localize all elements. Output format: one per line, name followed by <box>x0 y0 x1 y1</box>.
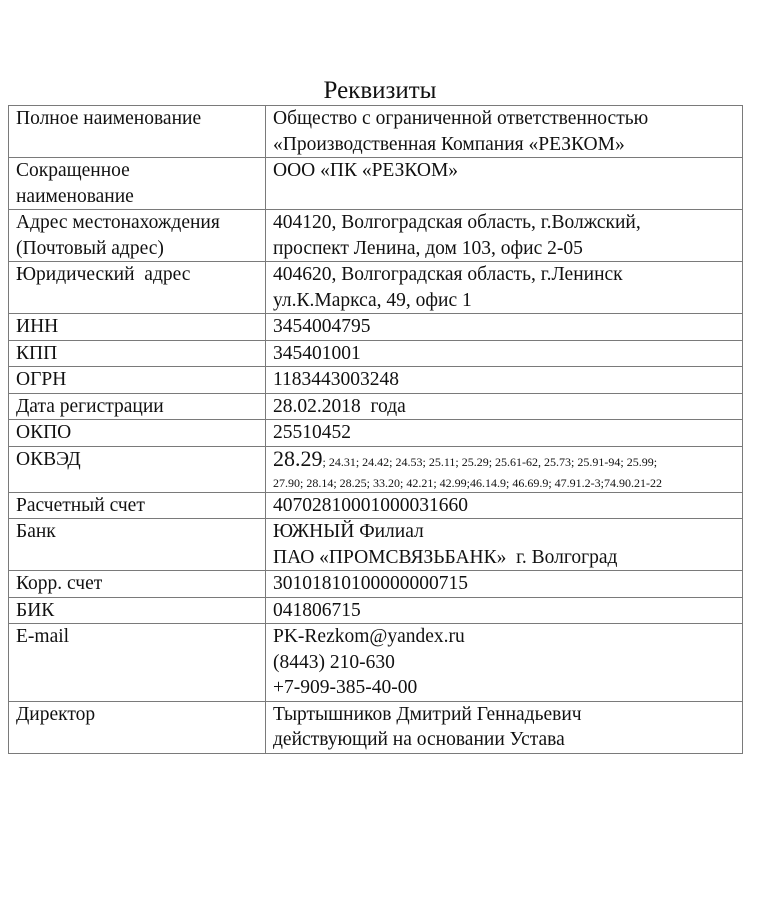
label-legal-address <box>9 262 266 314</box>
label-line: наименование <box>16 185 134 207</box>
value-line: Общество с ограниченной ответственностью <box>273 108 649 129</box>
value-line: 404620, Волгоградская область, г.Ленинск <box>273 264 623 285</box>
label-line: ОГРН <box>16 369 67 390</box>
label-line: ОКВЭД <box>16 448 81 470</box>
row-okpo <box>9 420 743 447</box>
label-ogrn <box>9 367 266 394</box>
label-line: (Почтовый адрес) <box>16 237 164 259</box>
label-okved <box>9 446 266 492</box>
mobile-value: +7-909-385-40-00 <box>273 677 418 698</box>
value-okved <box>266 446 743 492</box>
row-inn <box>9 314 743 341</box>
value-line: ЮЖНЫЙ Филиал <box>273 521 424 542</box>
value-line: 25510452 <box>273 422 351 443</box>
label-line: КПП <box>16 342 58 364</box>
value-okpo <box>266 420 743 447</box>
value-bank <box>266 519 743 571</box>
row-short-name <box>9 158 743 210</box>
row-director <box>9 701 743 753</box>
label-line: E-mail <box>16 626 70 647</box>
value-line: ул.К.Маркса, 49, офис 1 <box>273 289 472 311</box>
label-line: Юридический адрес <box>16 264 191 285</box>
value-line: 1183443003248 <box>273 369 400 390</box>
okved-line-1 <box>273 447 736 474</box>
value-kpp <box>266 340 743 367</box>
value-legal-address <box>266 262 743 314</box>
label-inn <box>9 314 266 341</box>
label-okpo <box>9 420 266 447</box>
value-line: 404120, Волгоградская область, г.Волжский, <box>273 212 641 233</box>
label-director <box>9 701 266 753</box>
label-bik <box>9 597 266 624</box>
label-line: Корр. счет <box>16 573 103 594</box>
document-title: Реквизиты <box>323 77 437 104</box>
label-registration-date <box>9 393 266 420</box>
value-line: «Производственная Компания «РЕЗКОМ» <box>273 133 625 155</box>
row-corr-account <box>9 571 743 598</box>
value-ogrn <box>266 367 743 394</box>
email-value: PK-Rezkom@yandex.ru <box>273 626 465 647</box>
label-short-name <box>9 158 266 210</box>
row-okved <box>9 446 743 492</box>
okved-main-code: 28.29 <box>273 445 323 471</box>
label-line: Директор <box>16 703 96 725</box>
value-corr-account <box>266 571 743 598</box>
label-line: Полное наименование <box>16 108 202 129</box>
value-line: проспект Ленина, дом 103, офис 2-05 <box>273 237 583 259</box>
row-email <box>9 624 743 702</box>
label-email <box>9 624 266 702</box>
okved-line-2: 27.90; 28.14; 28.25; 33.20; 42.21; 42.99;46.14.9; 46.69.9; 47.91.2-3;74.90.21-22 <box>273 475 662 490</box>
label-line: БИК <box>16 599 55 621</box>
label-line: Дата регистрации <box>16 395 164 417</box>
label-settlement-account <box>9 492 266 519</box>
row-bank <box>9 519 743 571</box>
label-line: Банк <box>16 521 56 542</box>
value-registration-date <box>266 393 743 420</box>
label-line: Адрес местонахождения <box>16 212 220 233</box>
value-line: ПАО «ПРОМСВЯЗЬБАНК» г. Волгоград <box>273 546 618 568</box>
row-bik <box>9 597 743 624</box>
value-line: 345401001 <box>273 342 361 364</box>
label-kpp <box>9 340 266 367</box>
okved-additional-codes: ; 24.31; 24.42; 24.53; 25.11; 25.29; 25.61-62, 25.73; 25.91-94; 25.99; <box>322 454 658 469</box>
value-line: 041806715 <box>273 599 361 621</box>
row-legal-address <box>9 262 743 314</box>
label-line: ИНН <box>16 316 59 337</box>
row-ogrn <box>9 367 743 394</box>
value-full-name <box>266 106 743 158</box>
value-line: ООО «ПК «РЕЗКОМ» <box>273 160 459 181</box>
row-kpp <box>9 340 743 367</box>
value-director <box>266 701 743 753</box>
value-postal-address <box>266 210 743 262</box>
row-postal-address <box>9 210 743 262</box>
value-bik <box>266 597 743 624</box>
value-email <box>266 624 743 702</box>
value-line: Тыртышников Дмитрий Геннадьевич <box>273 703 582 725</box>
label-line: Сокращенное <box>16 160 130 181</box>
row-registration-date <box>9 393 743 420</box>
label-line: ОКПО <box>16 422 72 443</box>
row-full-name <box>9 106 743 158</box>
value-settlement-account <box>266 492 743 519</box>
value-inn <box>266 314 743 341</box>
label-line: Расчетный счет <box>16 494 145 516</box>
phone-value: (8443) 210-630 <box>273 651 395 673</box>
requisites-table <box>8 105 743 754</box>
value-line: 40702810001000031660 <box>273 494 468 516</box>
value-short-name <box>266 158 743 210</box>
value-line: 30101810100000000715 <box>273 573 468 594</box>
value-line: действующий на основании Устава <box>273 729 565 750</box>
value-line: 28.02.2018 года <box>273 395 406 417</box>
label-bank <box>9 519 266 571</box>
label-corr-account <box>9 571 266 598</box>
label-full-name <box>9 106 266 158</box>
row-settlement-account <box>9 492 743 519</box>
label-postal-address <box>9 210 266 262</box>
value-line: 3454004795 <box>273 316 371 337</box>
